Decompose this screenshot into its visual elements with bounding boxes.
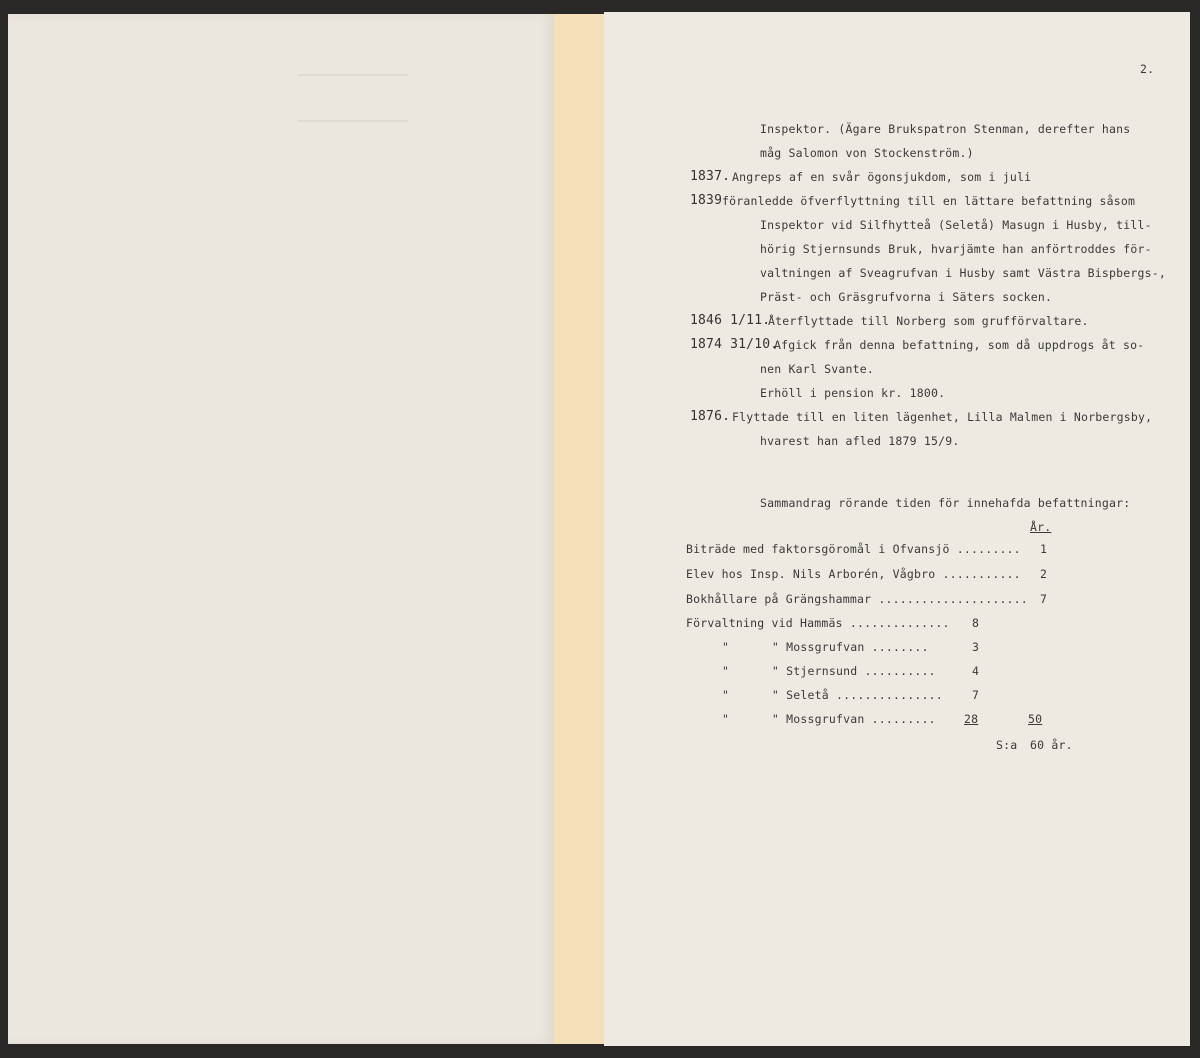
- summary-row-label: Förvaltning vid Hammäs ..............: [686, 616, 950, 630]
- summary-heading: Sammandrag rörande tiden för innehafda befattningar:: [760, 496, 1131, 510]
- right-page: [604, 12, 1190, 1046]
- summary-total-label: S:a: [996, 738, 1018, 752]
- summary-row-label: Elev hos Insp. Nils Arborén, Vågbro ...........: [686, 567, 1021, 581]
- bio-date-1846: 1846 1/11.: [690, 313, 771, 328]
- summary-row-value: 7: [1040, 592, 1048, 606]
- bio-text-14: hvarest han afled 1879 15/9.: [760, 434, 960, 448]
- bio-text-4: föranledde öfverflyttning till en lättare befattning såsom: [722, 194, 1136, 208]
- bio-text-2: måg Salomon von Stockenström.): [760, 146, 974, 160]
- summary-unit-header: År.: [1030, 520, 1052, 534]
- summary-row-value: 7: [972, 688, 980, 702]
- summary-row-value: 8: [972, 616, 980, 630]
- bio-text-9: Återflyttade till Norberg som grufförvaltare.: [768, 314, 1089, 328]
- summary-row-label: " " Seletå ...............: [722, 688, 943, 702]
- bio-year-1837: 1837.: [690, 169, 731, 184]
- bio-year-1876: 1876.: [690, 409, 731, 424]
- summary-row-value: 2: [1040, 567, 1048, 581]
- bio-text-10: Afgick från denna befattning, som då uppdrogs åt so-: [774, 338, 1145, 352]
- summary-row-label: " " Stjernsund ..........: [722, 664, 936, 678]
- bio-text-12: Erhöll i pension kr. 1800.: [760, 386, 946, 400]
- bio-date-1874: 1874 31/10.: [690, 337, 779, 352]
- summary-row-value: 28: [964, 712, 979, 726]
- summary-row-label: Biträde med faktorsgöromål i Ofvansjö .........: [686, 542, 1021, 556]
- summary-row-value: 4: [972, 664, 980, 678]
- bio-text-3: Angreps af en svår ögonsjukdom, som i juli: [732, 170, 1032, 184]
- bio-text-5: Inspektor vid Silfhytteå (Seletå) Masugn i Husby, till-: [760, 218, 1152, 232]
- summary-total-value: 60 år.: [1030, 738, 1073, 752]
- bio-text-6: hörig Stjernsunds Bruk, hvarjämte han anförtroddes för-: [760, 242, 1152, 256]
- summary-row-value: 1: [1040, 542, 1048, 556]
- summary-row-label: " " Mossgrufvan ........: [722, 640, 929, 654]
- bio-year-1839: 1839: [690, 193, 723, 208]
- page-number: 2.: [1140, 62, 1155, 76]
- bio-text-13: Flyttade till en liten lägenhet, Lilla Malmen i Norbergsby,: [732, 410, 1153, 424]
- summary-row-label: " " Mossgrufvan .........: [722, 712, 936, 726]
- summary-row-label: Bokhållare på Grängshammar .....................: [686, 592, 1028, 606]
- bleed-through-mark: [298, 74, 408, 122]
- page-spine: [554, 14, 604, 1044]
- bio-text-1: Inspektor. (Ägare Brukspatron Stenman, derefter hans: [760, 122, 1131, 136]
- summary-subtotal: 50: [1028, 712, 1043, 726]
- bio-text-11: nen Karl Svante.: [760, 362, 874, 376]
- summary-row-value: 3: [972, 640, 980, 654]
- bio-text-7: valtningen af Sveagrufvan i Husby samt Västra Bispbergs-,: [760, 266, 1167, 280]
- left-page-blank: [8, 14, 554, 1044]
- bio-text-8: Präst- och Gräsgrufvorna i Säters socken.: [760, 290, 1053, 304]
